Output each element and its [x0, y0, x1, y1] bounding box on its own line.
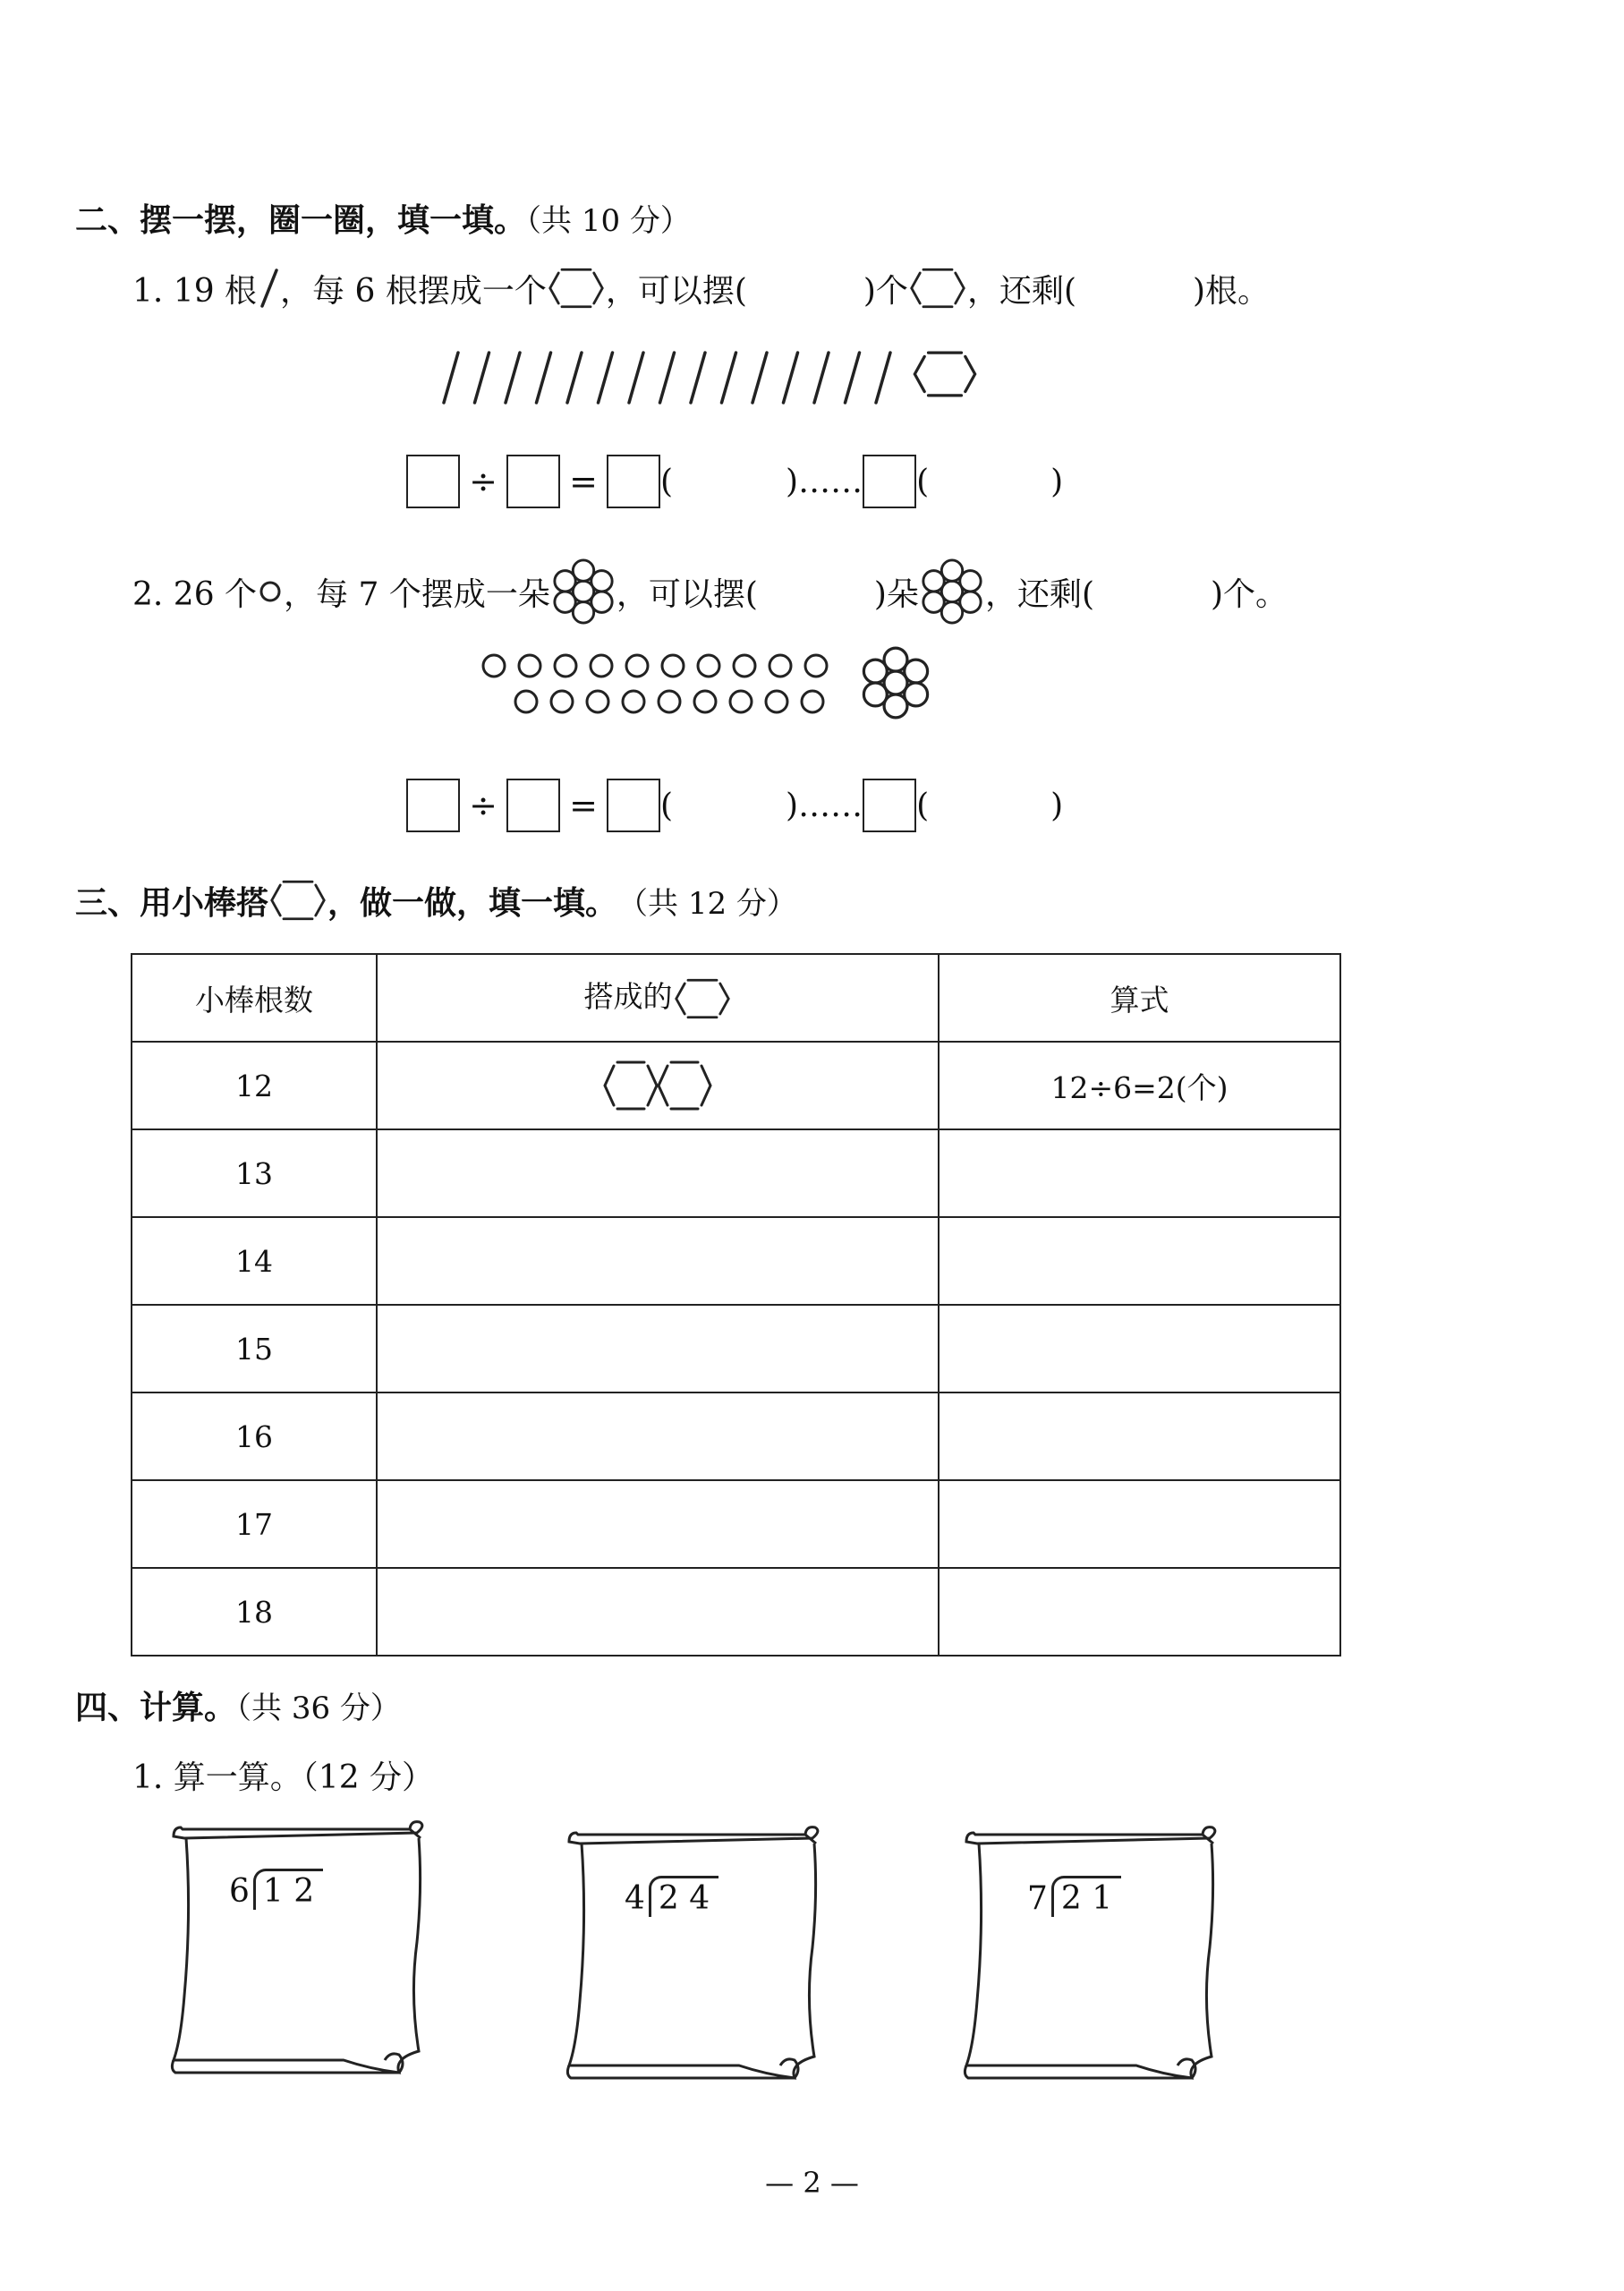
table-row	[132, 1568, 1340, 1656]
q1-eq-lparen2: (	[916, 463, 930, 500]
table-row	[132, 1042, 1340, 1129]
q2-eq-box-divisor[interactable]	[506, 779, 560, 832]
row-formula[interactable]	[939, 1480, 1340, 1568]
stick	[876, 353, 890, 403]
q1-text-4: )个	[863, 272, 908, 310]
stick	[475, 353, 489, 403]
page-number: — 2 —	[765, 2166, 859, 2200]
hexagon-icon	[268, 877, 327, 924]
circle	[483, 655, 505, 677]
dividend: 2 1	[1051, 1876, 1121, 1917]
q1-eq-lparen: (	[660, 463, 674, 500]
q1-eq-box-dividend[interactable]	[406, 455, 460, 508]
sticks-row	[437, 347, 911, 410]
table-header-count: 小棒根数	[132, 954, 377, 1042]
table-row	[132, 1480, 1340, 1568]
stick	[506, 353, 520, 403]
row-count: 15	[132, 1305, 377, 1392]
stick	[629, 353, 643, 403]
q2-circles	[474, 644, 850, 725]
row-formula[interactable]	[939, 1568, 1340, 1656]
circle	[769, 655, 791, 677]
scroll-problem-3	[957, 1822, 1235, 2082]
q1-text-6: )根。	[1192, 272, 1271, 310]
circle	[515, 691, 537, 712]
answer-area[interactable]	[614, 1929, 793, 2064]
q1-text-1: 1. 19 根	[132, 272, 258, 310]
q1-eq-divide: ÷	[469, 462, 497, 501]
dividend: 1 2	[253, 1869, 323, 1910]
row-shape-cell[interactable]	[377, 1129, 939, 1217]
row-count: 16	[132, 1392, 377, 1480]
q2-eq-equals: =	[569, 786, 598, 825]
q2-eq-rparen2: )	[1050, 787, 1064, 824]
circle	[591, 655, 612, 677]
q1-text-5: ，还剩(	[966, 272, 1076, 310]
scroll-problem-2	[560, 1822, 838, 2082]
circle	[551, 691, 573, 712]
q2-eq-divide: ÷	[469, 786, 497, 825]
row-shape-cell	[377, 1042, 939, 1129]
section3-title	[75, 877, 797, 924]
q2-line	[132, 558, 1288, 625]
long-division	[625, 1876, 718, 1917]
q1-eq-equals: =	[569, 462, 598, 501]
circle	[734, 655, 755, 677]
section4-title	[75, 1682, 401, 1728]
row-count: 17	[132, 1480, 377, 1568]
hexagon-icon	[908, 265, 967, 311]
circle	[694, 691, 716, 712]
q2-text-3: ，可以摆(	[616, 575, 758, 613]
q2-text-4: )朵	[873, 575, 919, 613]
q1-text-3: ，可以摆(	[605, 272, 747, 310]
table-header-shape	[377, 954, 939, 1042]
section4-sub1-text: 1. 算一算。（12 分）	[132, 1759, 435, 1796]
section4-score: （共 36 分）	[236, 1691, 401, 1726]
row-formula: 12÷6=2(个)	[939, 1042, 1340, 1129]
flower-icon	[919, 558, 985, 625]
stick	[846, 353, 860, 403]
row-shape-cell[interactable]	[377, 1480, 939, 1568]
q2-text-1: 2. 26 个	[132, 575, 258, 613]
table-header-row	[132, 954, 1340, 1042]
circle	[587, 691, 608, 712]
q1-eq-box-divisor[interactable]	[506, 455, 560, 508]
row-formula[interactable]	[939, 1129, 1340, 1217]
answer-area[interactable]	[1011, 1929, 1190, 2064]
section3-score: （共 12 分）	[617, 885, 797, 922]
circle	[730, 691, 752, 712]
q1-text-2: ，每 6 根摆成一个	[280, 272, 547, 310]
q1-eq-box-quotient[interactable]	[607, 455, 660, 508]
q2-text-5: ，还剩(	[984, 575, 1094, 613]
q2-eq-box-dividend[interactable]	[406, 779, 460, 832]
row-shape-cell[interactable]	[377, 1217, 939, 1305]
row-formula[interactable]	[939, 1217, 1340, 1305]
flower-icon	[859, 646, 932, 720]
circle	[662, 655, 684, 677]
hexagon-icon	[673, 975, 732, 1022]
double-hexagon-icon	[599, 1057, 716, 1114]
q2-equation	[406, 779, 1063, 832]
circle	[698, 655, 719, 677]
hexagon-icon	[911, 347, 979, 401]
flower-icon	[550, 558, 616, 625]
sticks-table	[131, 953, 1341, 1657]
q2-eq-lparen: (	[660, 787, 674, 824]
q1-line	[132, 265, 1270, 311]
q1-eq-box-remainder[interactable]	[863, 455, 916, 508]
table-header-shape-text: 搭成的	[583, 979, 673, 1014]
section3-title-b: ，做一做，填一填。	[327, 884, 618, 922]
stick	[752, 353, 767, 403]
table-row	[132, 1305, 1340, 1392]
q2-eq-box-remainder[interactable]	[863, 779, 916, 832]
q2-eq-lparen2: (	[916, 787, 930, 824]
table-row	[132, 1217, 1340, 1305]
divisor: 7	[1027, 1880, 1048, 1917]
circle	[805, 655, 827, 677]
q2-eq-rparen-dots: )……	[786, 787, 863, 824]
table-row	[132, 1129, 1340, 1217]
row-shape-cell[interactable]	[377, 1305, 939, 1392]
q2-text-2: ，每 7 个摆成一朵	[284, 575, 550, 613]
row-count: 13	[132, 1129, 377, 1217]
row-formula[interactable]	[939, 1305, 1340, 1392]
long-division	[229, 1869, 323, 1910]
circle	[623, 691, 644, 712]
circle-icon	[257, 578, 284, 605]
q1-sticks	[437, 347, 911, 413]
stick	[722, 353, 736, 403]
hexagon-icon	[547, 265, 606, 311]
row-count: 14	[132, 1217, 377, 1305]
section4-sub1	[132, 1752, 434, 1798]
table-header-formula: 算式	[939, 954, 1340, 1042]
circle	[519, 655, 540, 677]
section3-title-a: 三、用小棒搭	[75, 884, 269, 922]
section2-score: （共 10 分）	[526, 203, 691, 239]
divisor: 6	[229, 1873, 250, 1910]
row-shape-cell[interactable]	[377, 1392, 939, 1480]
stick	[537, 353, 551, 403]
scroll-problem-1	[165, 1817, 442, 2076]
section4-title-text: 四、计算。	[75, 1690, 237, 1726]
row-count: 18	[132, 1568, 377, 1656]
stick	[784, 353, 798, 403]
stick	[814, 353, 829, 403]
stick	[567, 353, 582, 403]
circle	[766, 691, 787, 712]
q2-text-6: )个。	[1210, 575, 1288, 613]
dividend: 2 4	[649, 1876, 718, 1917]
stick	[660, 353, 675, 403]
row-shape-cell[interactable]	[377, 1568, 939, 1656]
table-row	[132, 1392, 1340, 1480]
q1-equation	[406, 455, 1063, 508]
stick	[444, 353, 458, 403]
q1-eq-rparen2: )	[1050, 463, 1064, 500]
answer-area[interactable]	[218, 1924, 397, 2058]
divisor: 4	[625, 1880, 645, 1917]
long-division	[1027, 1876, 1121, 1917]
row-formula[interactable]	[939, 1392, 1340, 1480]
circle	[802, 691, 823, 712]
row-count: 12	[132, 1042, 377, 1129]
q1-eq-rparen-dots: )……	[786, 463, 863, 500]
stick	[691, 353, 705, 403]
circle	[659, 691, 680, 712]
section2-title	[75, 195, 691, 241]
stick	[599, 353, 613, 403]
circle	[555, 655, 576, 677]
stick-icon	[257, 267, 280, 310]
circle	[626, 655, 648, 677]
section2-title-text: 二、摆一摆，圈一圈，填一填。	[75, 202, 527, 239]
q2-eq-box-quotient[interactable]	[607, 779, 660, 832]
